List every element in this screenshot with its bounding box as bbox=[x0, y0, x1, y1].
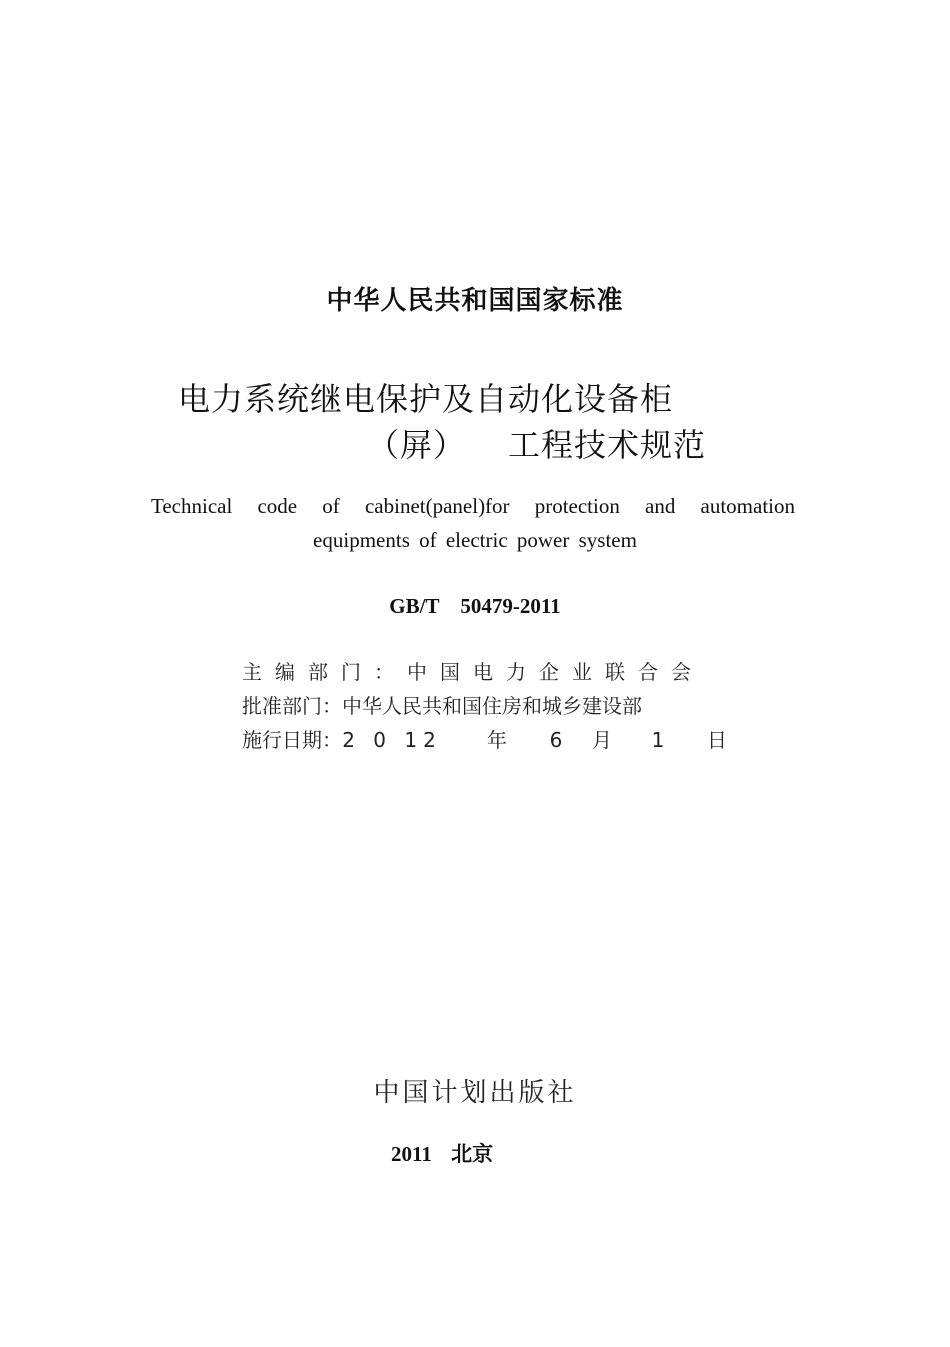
standard-number: GB/T 50479-2011 bbox=[389, 594, 561, 618]
implementation-date-label: 施行日期： bbox=[242, 728, 342, 752]
title-line-1: 电力系统继电保护及自动化设备柜 bbox=[178, 380, 674, 418]
implementation-day: 1 bbox=[651, 728, 665, 752]
english-title-line-1: Technical code of cabinet(panel)for protection and automation bbox=[151, 494, 795, 518]
implementation-month-unit: 月 bbox=[592, 728, 612, 752]
publisher: 中国计划出版社 bbox=[373, 1078, 577, 1108]
approval-department: 批准部门：中华人民共和国住房和城乡建设部 bbox=[242, 694, 642, 718]
implementation-day-unit: 日 bbox=[707, 728, 727, 752]
place-year: 2011 北京 bbox=[391, 1142, 494, 1166]
implementation-year: 2 0 12 bbox=[342, 728, 442, 752]
implementation-date bbox=[242, 724, 746, 753]
editor-department: 主编部门：中国电力企业联合会 bbox=[242, 660, 704, 684]
standard-heading: 中华人民共和国国家标准 bbox=[326, 286, 624, 316]
implementation-month: 6 bbox=[549, 728, 563, 752]
title-line-2 bbox=[367, 420, 706, 466]
title-line-2-text: 工程技术规范 bbox=[508, 426, 707, 464]
title-line-2-bracket: （屏） bbox=[367, 426, 467, 464]
english-title-line-2: equipments of electric power system bbox=[313, 528, 637, 552]
implementation-year-unit: 年 bbox=[487, 728, 507, 752]
